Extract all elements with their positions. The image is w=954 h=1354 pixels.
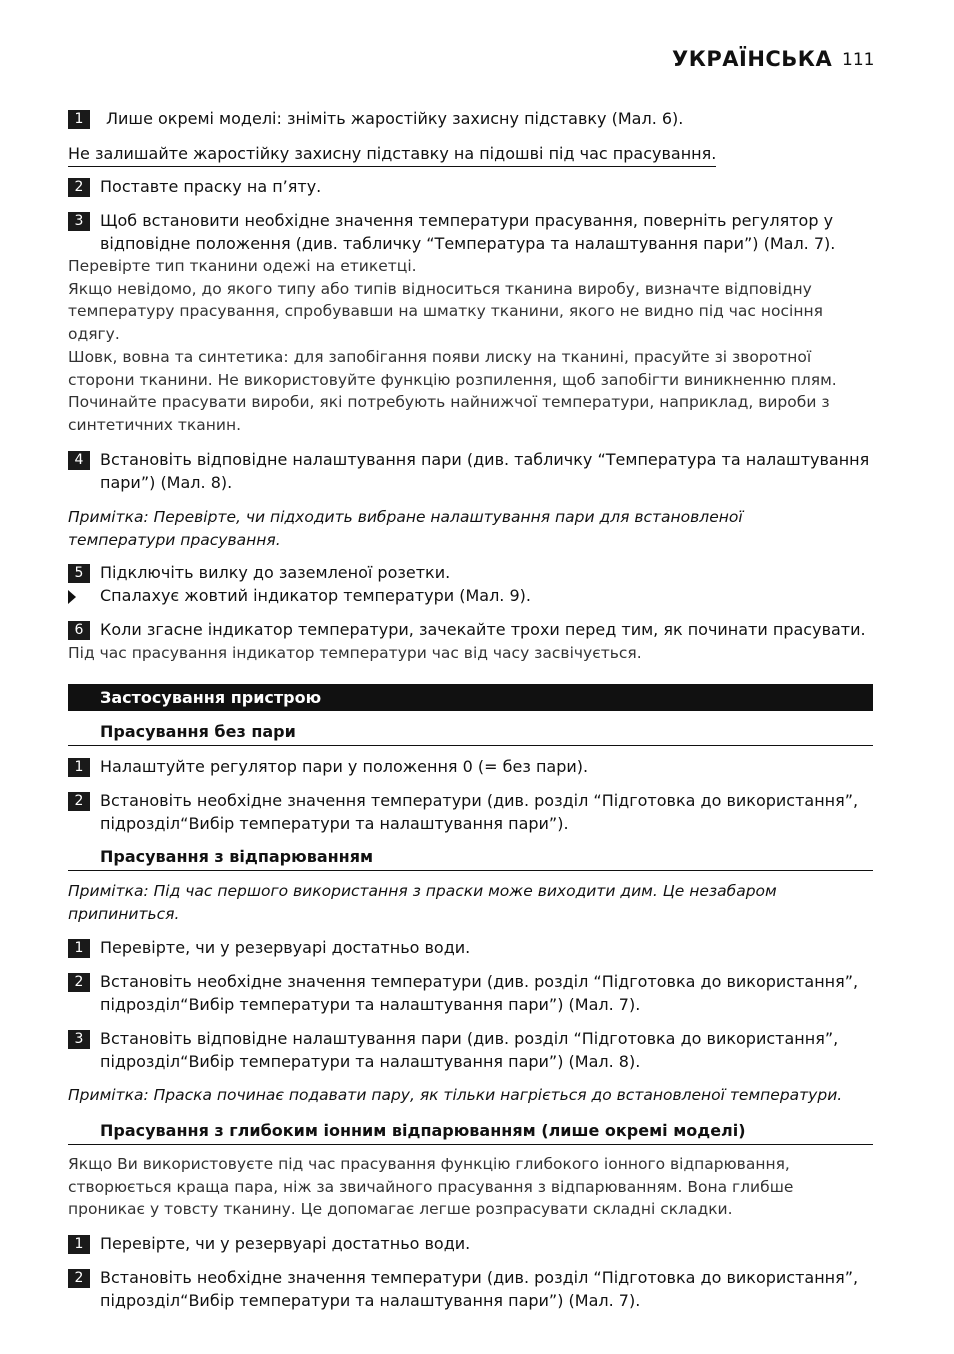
note-line: Примітка: Перевірте, чи підходить вибране налаштування пари для встановленої xyxy=(68,508,743,526)
paragraph-line: проникає у товсту тканину. Це допомагає легше розпрасувати складні складки. xyxy=(68,1200,733,1219)
step-text: Коли згасне індикатор температури, зачекайте трохи перед тим, як починати прасувати. xyxy=(100,620,866,639)
step-number-badge: 2 xyxy=(68,178,90,197)
paragraph-line: Перевірте тип тканини одежі на етикетці. xyxy=(68,257,417,275)
step-number-badge: 2 xyxy=(68,792,90,811)
ionic-steam-description xyxy=(68,1153,873,1221)
step-text-line: Встановіть відповідне налаштування пари (див. табличку “Температура та налаштування xyxy=(100,450,870,469)
step-5 xyxy=(68,562,873,585)
step-text: Налаштуйте регулятор пари у положення 0 (= без пари). xyxy=(100,757,589,776)
step-text-line: Встановіть необхідне значення температури (див. розділ “Підготовка до використання”, xyxy=(100,791,859,810)
step-number-badge: 3 xyxy=(68,1030,90,1049)
step-1 xyxy=(68,756,873,779)
paragraph-line: сторони тканини. Не використовуйте функцію розпилення, щоб запобігти виникненню плям. xyxy=(68,370,837,389)
paragraph-line: синтетичних тканин. xyxy=(68,415,242,434)
paragraph-line: створюється краща пара, ніж за звичайного прасування з відпарюванням. Вона глибше xyxy=(68,1177,794,1196)
step-number-badge: 4 xyxy=(68,451,90,470)
paragraph-line: Починайте прасувати вироби, які потребують найнижчої температури, наприклад, вироби з xyxy=(68,393,830,412)
step-number-badge: 2 xyxy=(68,973,90,992)
step-text: Підключіть вилку до заземленої розетки. xyxy=(100,563,451,582)
step-2 xyxy=(68,790,873,835)
note-steam-setting xyxy=(68,506,873,552)
step-number-badge: 5 xyxy=(68,564,90,583)
step-6 xyxy=(68,619,873,642)
step-text-line: Встановіть необхідне значення температури (див. розділ “Підготовка до використання”, xyxy=(100,972,859,991)
step-text-line: підрозділ“Вибір температури та налаштування пари”). xyxy=(100,813,569,833)
step-number-badge: 6 xyxy=(68,621,90,640)
step-text-line: Встановіть відповідне налаштування пари (див. розділ “Підготовка до використання”, xyxy=(100,1029,839,1048)
step-text: Поставте праску на п’яту. xyxy=(100,177,322,196)
step-text-line: відповідне положення (див. табличку “Температура та налаштування пари”) (Мал. 7). xyxy=(100,233,836,253)
step-3 xyxy=(68,210,873,255)
subsection-title: Прасування з відпарюванням xyxy=(100,847,374,866)
result-arrow-icon xyxy=(68,590,76,604)
step-2 xyxy=(68,971,873,1016)
indicator-note: Під час прасування індикатор температури час від часу засвічується. xyxy=(68,644,642,662)
step-2 xyxy=(68,176,873,199)
paragraph-line: Якщо невідомо, до якого типу або типів відноситься тканина виробу, визначте відповідну xyxy=(68,279,812,298)
result-text: Спалахує жовтий індикатор температури (Мал. 9). xyxy=(100,586,531,605)
subsection-title: Прасування без пари xyxy=(100,722,296,741)
step-text-line: пари”) (Мал. 8). xyxy=(100,472,233,492)
step-text: Лише окремі моделі: зніміть жаростійку захисну підставку (Мал. 6). xyxy=(106,109,684,128)
subsection-heading-steam xyxy=(68,846,873,871)
page-number: 111 xyxy=(842,50,875,70)
note-line: припиниться. xyxy=(68,904,180,923)
subsection-heading-no-steam xyxy=(68,721,873,746)
step-text: Перевірте, чи у резервуарі достатньо води. xyxy=(100,1234,471,1253)
section-title: Застосування пристрою xyxy=(100,688,322,707)
language-heading: УКРАЇНСЬКА xyxy=(672,47,833,71)
step-text-line: підрозділ“Вибір температури та налаштування пари”) (Мал. 7). xyxy=(100,1290,641,1310)
note-line: Примітка: Під час першого використання з праски може виходити дим. Це незабаром xyxy=(68,882,777,900)
step-3 xyxy=(68,1028,873,1073)
paragraph-line: Якщо Ви використовуєте під час прасування функцію глибокого іонного відпарювання, xyxy=(68,1155,790,1173)
note-first-use xyxy=(68,880,873,926)
fabric-instructions xyxy=(68,255,873,437)
step-number-badge: 2 xyxy=(68,1269,90,1288)
step-number-badge: 1 xyxy=(68,758,90,777)
step-4 xyxy=(68,449,873,494)
subsection-heading-ionic-steam xyxy=(68,1120,873,1145)
step-text-line: підрозділ“Вибір температури та налаштування пари”) (Мал. 8). xyxy=(100,1051,641,1071)
step-1 xyxy=(68,1233,873,1256)
step-1 xyxy=(68,937,873,960)
step-5-result xyxy=(68,585,873,608)
warning-text: Не залишайте жаростійку захисну підставку на підошві під час прасування. xyxy=(68,143,716,167)
paragraph-line: одягу. xyxy=(68,325,120,344)
subsection-title: Прасування з глибоким іонним відпарюванням (лише окремі моделі) xyxy=(100,1121,746,1140)
step-number-badge: 1 xyxy=(68,110,90,129)
step-2 xyxy=(68,1267,873,1312)
step-number-badge: 1 xyxy=(68,939,90,958)
note-steam-start: Примітка: Праска починає подавати пару, як тільки нагріється до встановленої температури. xyxy=(68,1086,843,1104)
step-text: Перевірте, чи у резервуарі достатньо води. xyxy=(100,938,471,957)
step-number-badge: 1 xyxy=(68,1235,90,1254)
step-1 xyxy=(68,108,873,131)
note-line: температури прасування. xyxy=(68,530,281,549)
step-text-line: підрозділ“Вибір температури та налаштування пари”) (Мал. 7). xyxy=(100,994,641,1014)
paragraph-line: температуру прасування, спробувавши на шматку тканини, якого не видно під час носіння xyxy=(68,302,823,321)
step-text-line: Встановіть необхідне значення температури (див. розділ “Підготовка до використання”, xyxy=(100,1268,859,1287)
step-text-line: Щоб встановити необхідне значення температури прасування, поверніть регулятор у xyxy=(100,211,834,230)
paragraph-line: Шовк, вовна та синтетика: для запобігання появи лиску на тканині, прасуйте зі зворотної xyxy=(68,347,812,366)
step-number-badge: 3 xyxy=(68,212,90,231)
